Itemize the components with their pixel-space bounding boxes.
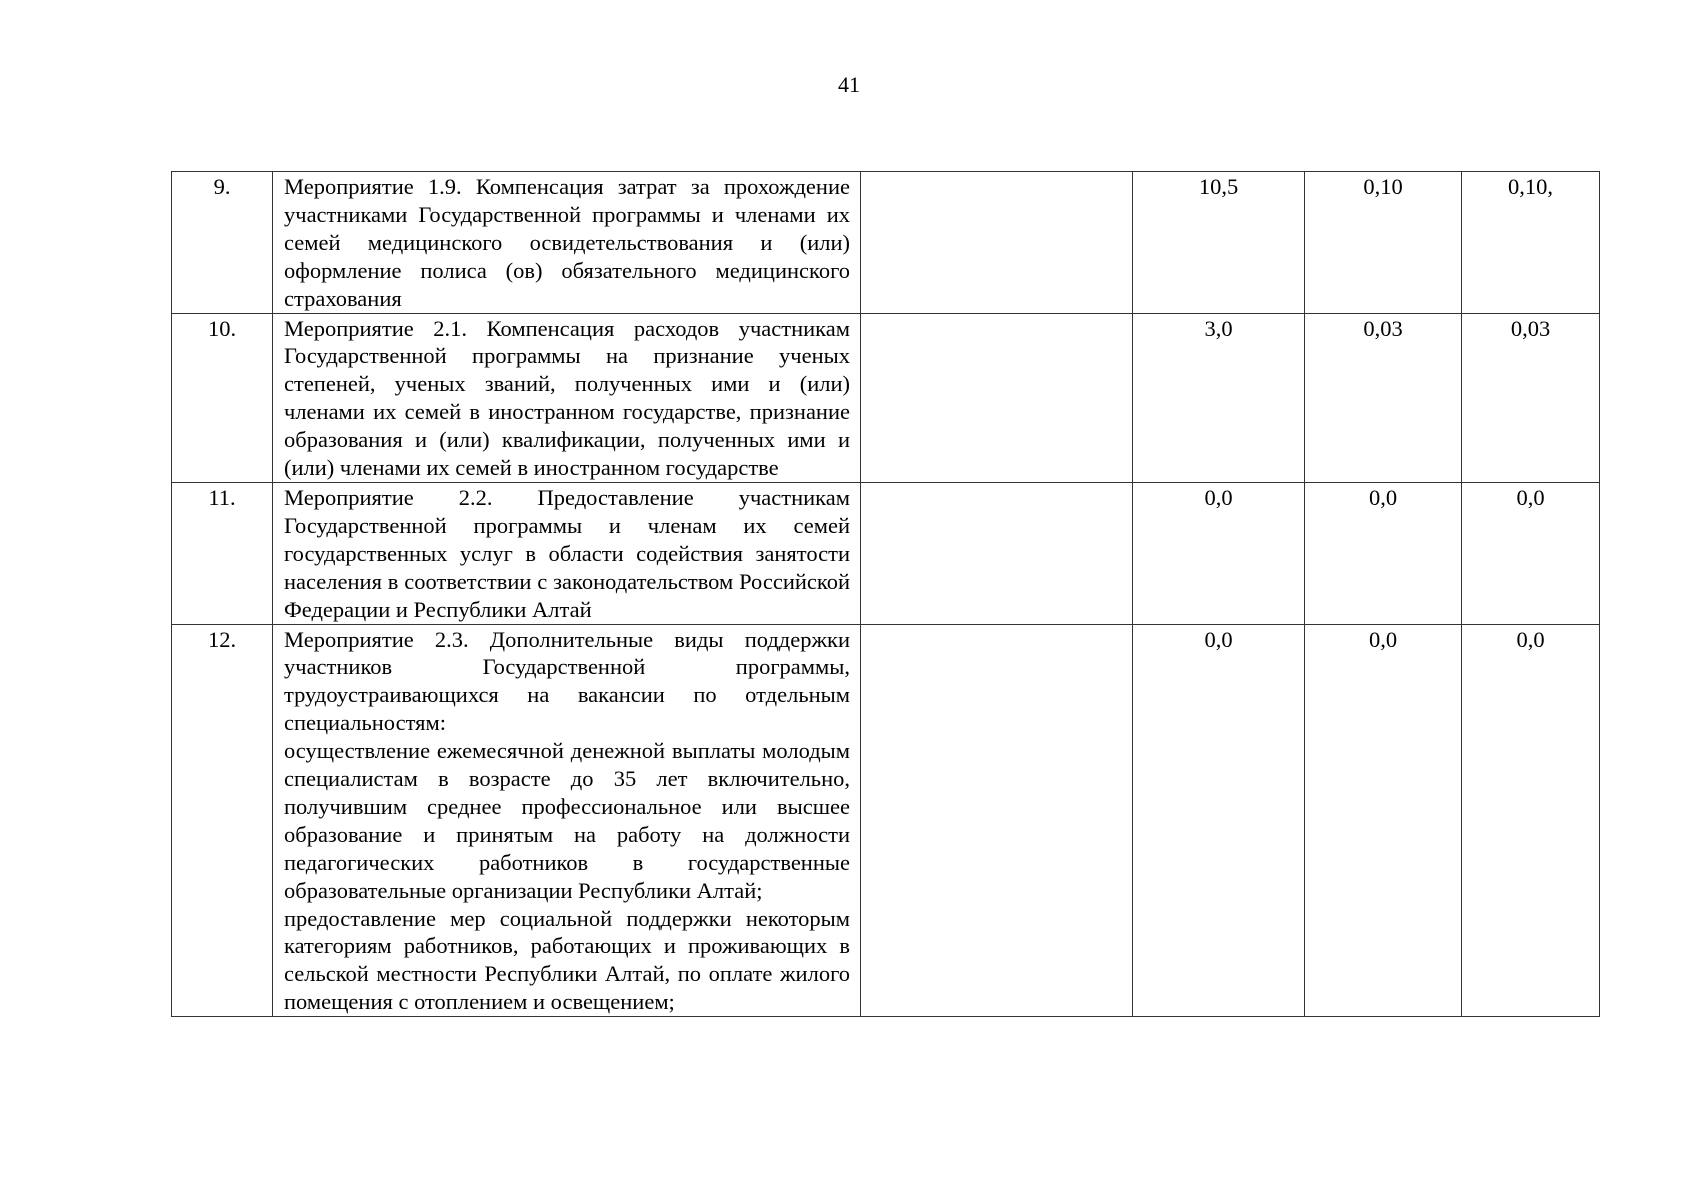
row-value-2: 0,03 [1305, 313, 1462, 482]
row-description [273, 624, 861, 1017]
row-empty-cell [861, 482, 1133, 624]
row-value-2: 0,0 [1305, 482, 1462, 624]
row-value-1: 3,0 [1133, 313, 1305, 482]
row-value-1: 10,5 [1133, 172, 1305, 314]
description-paragraph: Мероприятие 2.1. Компенсация расходов участникам Государственной программы на признание ученых степеней, ученых званий, полученных ими и (или) членами их семей в иностранном государстве, признание образования и (или) квалификации, полученных ими и (или) членами их семей в иностранном государстве [284, 315, 850, 481]
row-number: 12. [172, 624, 273, 1017]
row-empty-cell [861, 172, 1133, 314]
row-value-2: 0,10 [1305, 172, 1462, 314]
row-number: 10. [172, 313, 273, 482]
description-paragraph: Мероприятие 2.3. Дополнительные виды поддержки участников Государственной программы, трудоустраивающихся на вакансии по отдельным специальностям: [284, 626, 850, 736]
row-description [273, 172, 861, 314]
description-paragraph: предоставление мер социальной поддержки некоторым категориям работников, работающих и проживающих в сельской местности Республики Алтай, по оплате жилого помещения с отоплением и освещением; [284, 905, 850, 1015]
row-description [273, 482, 861, 624]
row-value-2: 0,0 [1305, 624, 1462, 1017]
row-value-3: 0,03 [1462, 313, 1600, 482]
row-description [273, 313, 861, 482]
description-paragraph: Мероприятие 1.9. Компенсация затрат за прохождение участниками Государственной программы и членами их семей медицинского освидетельствования и (или) оформление полиса (ов) обязательного медицинского страхования [284, 174, 850, 311]
row-value-3: 0,0 [1462, 482, 1600, 624]
table-row [172, 482, 1600, 624]
row-number: 11. [172, 482, 273, 624]
row-value-3: 0,0 [1462, 624, 1600, 1017]
description-paragraph: Мероприятие 2.2. Предоставление участникам Государственной программы и членам их семей государственных услуг в области содействия занятости населения в соответствии с законодательством Российской Федерации и Республики Алтай [284, 484, 850, 622]
row-number: 9. [172, 172, 273, 314]
row-value-3: 0,10, [1462, 172, 1600, 314]
row-value-1: 0,0 [1133, 624, 1305, 1017]
page-number: 41 [838, 72, 860, 97]
description-paragraph: осуществление ежемесячной денежной выплаты молодым специалистам в возрасте до 35 лет включительно, получившим среднее профессиональное или высшее образование и принятым на работу на должности педагогических работников в государственные образовательные организации Республики Алтай; [284, 738, 850, 903]
row-empty-cell [861, 624, 1133, 1017]
table-row [172, 313, 1600, 482]
table-row [172, 172, 1600, 314]
row-empty-cell [861, 313, 1133, 482]
row-value-1: 0,0 [1133, 482, 1305, 624]
table-row [172, 624, 1600, 1017]
measures-table [171, 171, 1600, 1017]
